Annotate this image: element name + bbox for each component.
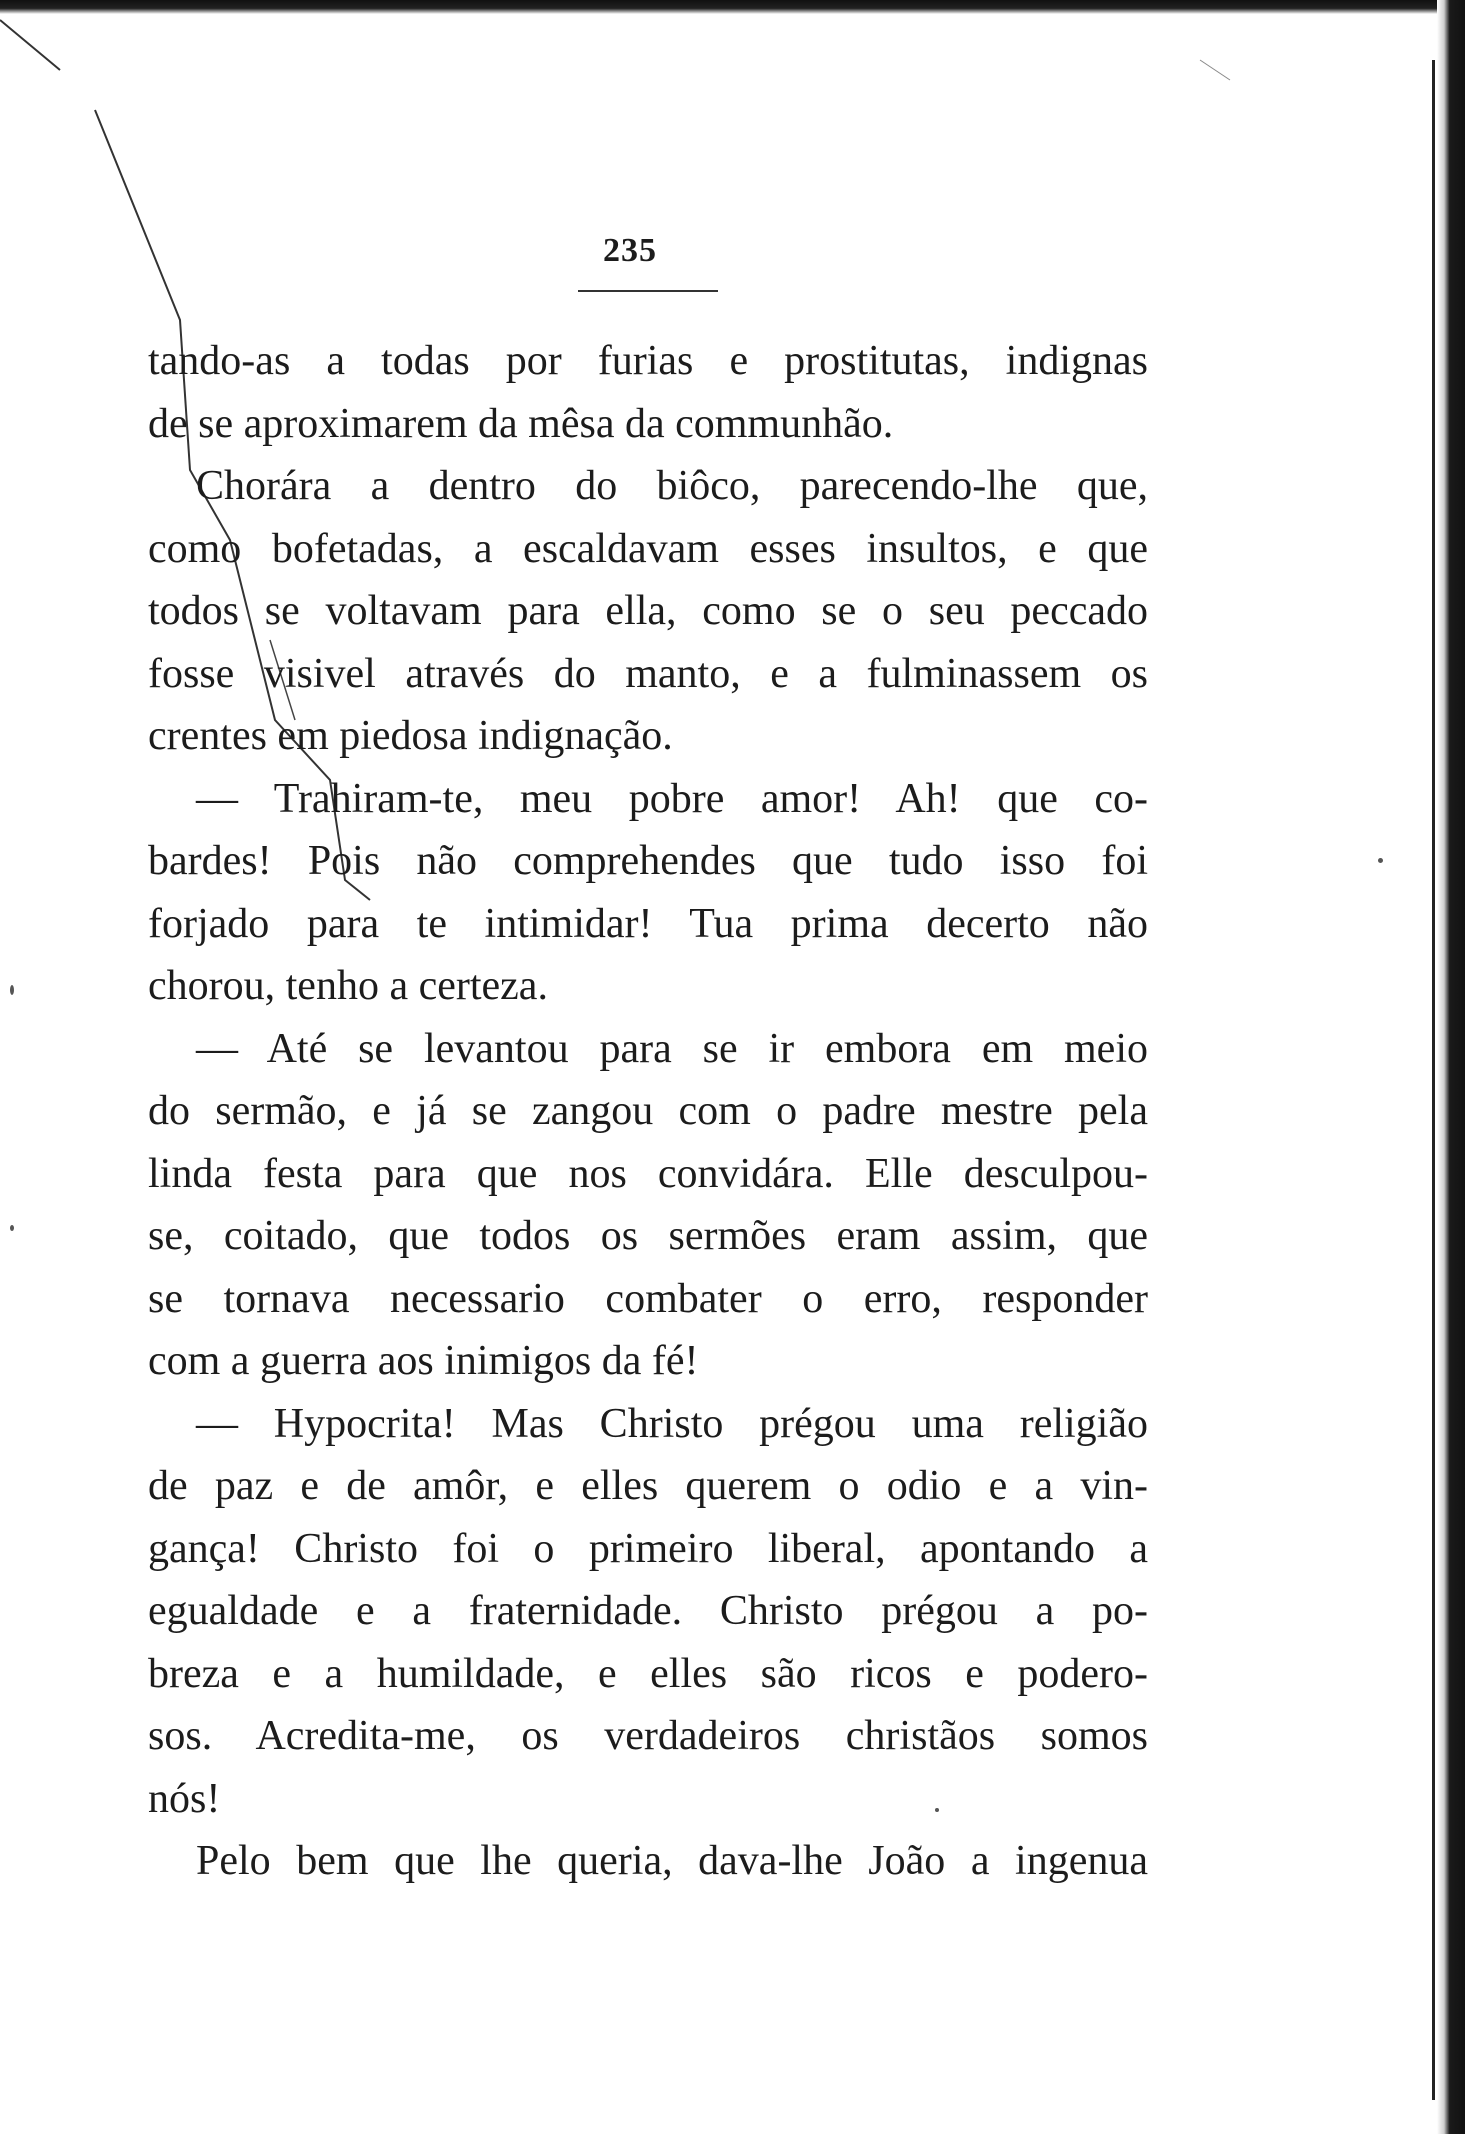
- text-line: — Até se levantou para se ir embora em meio: [196, 1025, 1148, 1072]
- text-line: forjado para te intimidar! Tua prima decerto não: [148, 900, 1148, 947]
- text-line: tando-as a todas por furias e prostitutas, indignas: [148, 338, 1148, 384]
- body-text: [148, 330, 1148, 1893]
- text-line: egualdade e a fraternidade. Christo prégou a po-: [148, 1588, 1148, 1634]
- text-line: de se aproximarem da mêsa da communhão.: [148, 400, 894, 447]
- text-line: crentes em piedosa indignação.: [148, 713, 673, 759]
- paper-speck: [10, 985, 14, 995]
- page-number-rule: [578, 290, 718, 292]
- text-line: bardes! Pois não comprehendes que tudo isso foi: [148, 838, 1148, 884]
- text-line: de paz e de amôr, e elles querem o odio e a vin-: [148, 1463, 1148, 1509]
- page-top-edge: [0, 0, 1465, 14]
- text-line: se, coitado, que todos os sermões eram assim, que: [148, 1213, 1148, 1259]
- page-binding-line: [1432, 60, 1435, 2100]
- text-line: nós!: [148, 1775, 221, 1822]
- text-line: — Trahiram-te, meu pobre amor! Ah! que co-: [196, 775, 1148, 822]
- text-line: todos se voltavam para ella, como se o seu peccado: [148, 588, 1148, 634]
- paper-speck: [1378, 858, 1383, 863]
- text-line: chorou, tenho a certeza.: [148, 963, 548, 1009]
- text-line: gança! Christo foi o primeiro liberal, apontando a: [148, 1525, 1148, 1572]
- page-number: 235: [603, 232, 657, 269]
- text-line: com a guerra aos inimigos da fé!: [148, 1338, 699, 1384]
- text-line: se tornava necessario combater o erro, responder: [148, 1275, 1148, 1322]
- text-line: do sermão, e já se zangou com o padre mestre pela: [148, 1088, 1148, 1134]
- text-line: Chorára a dentro do biôco, parecendo-lhe que,: [196, 463, 1148, 509]
- text-line: breza e a humildade, e elles são ricos e podero-: [148, 1650, 1148, 1697]
- text-line: linda festa para que nos convidára. Elle desculpou-: [148, 1150, 1148, 1197]
- text-line: — Hypocrita! Mas Christo prégou uma religião: [196, 1400, 1148, 1447]
- text-line: Pelo bem que lhe queria, dava-lhe João a ingenua: [196, 1838, 1148, 1884]
- text-line: sos. Acredita-me, os verdadeiros christãos somos: [148, 1713, 1148, 1759]
- text-line: como bofetadas, a escaldavam esses insultos, e que: [148, 525, 1148, 572]
- paper-speck: [10, 1225, 14, 1231]
- text-line: fosse visivel através do manto, e a fulminassem os: [148, 650, 1148, 697]
- page-right-edge: [1437, 0, 1465, 2134]
